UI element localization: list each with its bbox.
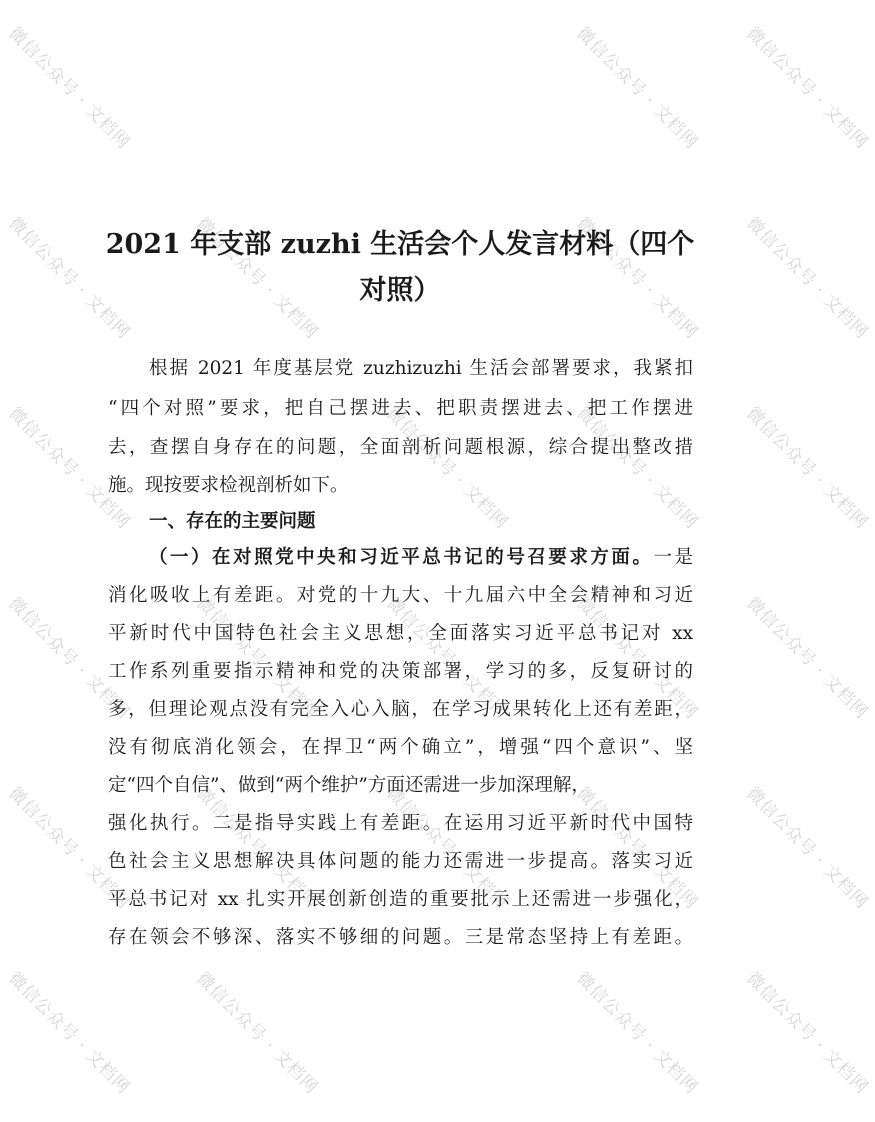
watermark: 微信公众号 · 文档网 <box>382 783 512 914</box>
paragraph-line: 根据 2021 年度基层党 zuzhizuzhi 生活会部署要求，我紧扣 <box>149 358 693 379</box>
watermark: 微信公众号 · 文档网 <box>742 968 872 1099</box>
paragraph-line: “四个对照”要求，把自己摆进去、把职责摆进去、把工作摆进 <box>108 398 693 419</box>
watermark: 微信公众号 · 文档网 <box>192 593 322 724</box>
watermark: 微信公众号 · 文档网 <box>742 593 872 724</box>
paragraph-line: 施。现按要求检视剖析如下。 <box>108 475 349 496</box>
watermark: 微信公众号 · 文档网 <box>572 783 702 914</box>
watermark: 微信公众号 · 文档网 <box>4 213 134 344</box>
watermark: 微信公众号 · 文档网 <box>572 403 702 534</box>
title-line-2: 对照） <box>359 275 441 306</box>
section-heading: 一、存在的主要问题 <box>149 511 316 532</box>
paragraph-line: 工作系列重要指示精神和党的决策部署，学习的多，反复研讨的 <box>108 661 693 682</box>
watermark: 微信公众号 · 文档网 <box>382 593 512 724</box>
watermark: 微信公众号 · 文档网 <box>382 403 512 534</box>
watermark: 微信公众号 · 文档网 <box>4 593 134 724</box>
paragraph-line: 色社会主义思想解决具体问题的能力还需进一步提高。落实习近 <box>108 851 693 872</box>
watermark: 微信公众号 · 文档网 <box>572 213 702 344</box>
watermark: 微信公众号 · 文档网 <box>4 23 134 154</box>
watermark: 微信公众号 · 文档网 <box>742 403 872 534</box>
paragraph-line: 存在领会不够深、落实不够细的问题。三是常态坚持上有差距。 <box>108 927 693 948</box>
paragraph-line: 平新时代中国特色社会主义思想，全面落实习近平总书记对 xx <box>108 623 693 644</box>
watermark: 微信公众号 · 文档网 <box>572 593 702 724</box>
subsection-tail: 一是 <box>653 547 693 568</box>
watermark: 微信公众号 · 文档网 <box>192 213 322 344</box>
paragraph-line: 平总书记对 xx 扎实开展创新创造的重要批示上还需进一步强化， <box>108 889 693 910</box>
paragraph-line: 定“四个自信”、做到“两个维护”方面还需进一步加深理解， <box>108 775 590 796</box>
paragraph-line: 强化执行。二是指导实践上有差距。在运用习近平新时代中国特 <box>108 813 693 834</box>
watermark: 微信公众号 · 文档网 <box>4 403 134 534</box>
paragraph-line: 去，查摆自身存在的问题，全面剖析问题根源，综合提出整改措 <box>108 437 693 458</box>
paragraph-line: 消化吸收上有差距。对党的十九大、十九届六中全会精神和习近 <box>108 585 693 606</box>
paragraph-line: 多，但理论观点没有完全入心入脑，在学习成果转化上还有差距， <box>108 699 693 720</box>
watermark: 微信公众号 · 文档网 <box>742 213 872 344</box>
subsection-line <box>149 546 693 570</box>
paragraph-line: 没有彻底消化领会，在捍卫“两个确立”，增强“四个意识”、坚 <box>108 737 693 758</box>
subsection-heading: （一）在对照党中央和习近平总书记的号召要求方面。 <box>149 547 654 568</box>
document-title <box>100 222 700 314</box>
watermark: 微信公众号 · 文档网 <box>572 23 702 154</box>
title-line-1: 2021 年支部 zuzhi 生活会个人发言材料（四个 <box>105 229 695 260</box>
watermark: 微信公众号 · 文档网 <box>742 23 872 154</box>
watermark: 微信公众号 · 文档网 <box>4 968 134 1099</box>
watermark: 微信公众号 · 文档网 <box>4 783 134 914</box>
watermark: 微信公众号 · 文档网 <box>192 968 322 1099</box>
watermark: 微信公众号 · 文档网 <box>192 783 322 914</box>
watermark: 微信公众号 · 文档网 <box>742 783 872 914</box>
watermark: 微信公众号 · 文档网 <box>572 968 702 1099</box>
